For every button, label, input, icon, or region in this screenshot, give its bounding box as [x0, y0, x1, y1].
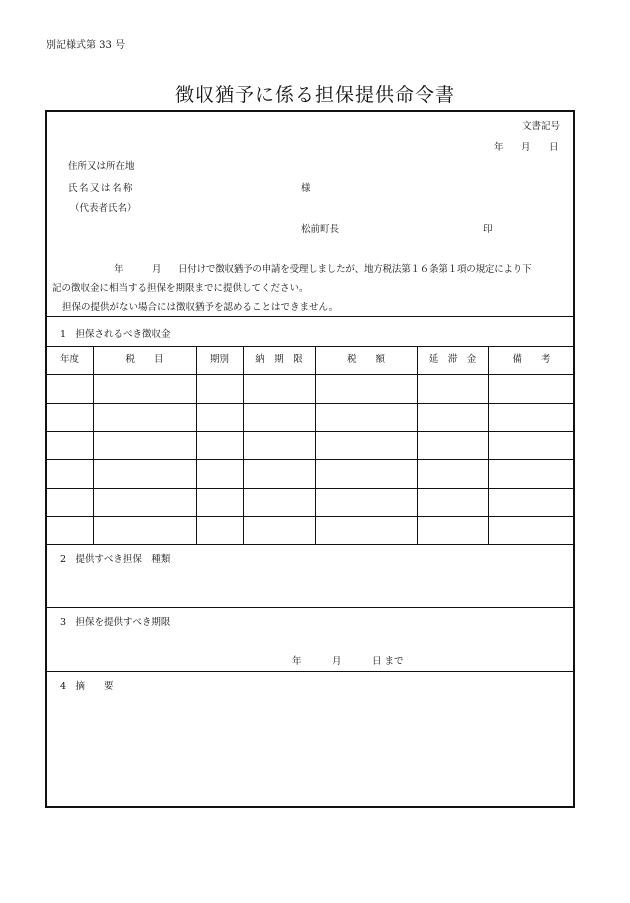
representative-label: （代表者氏名） — [70, 203, 137, 214]
table-row-border — [45, 488, 575, 489]
column-header-remarks: 備 考 — [512, 354, 551, 365]
table-column-divider — [196, 346, 197, 544]
table-row-border — [45, 431, 575, 432]
seal-mark: 印 — [483, 224, 493, 235]
name-label: 氏名又は名称 — [68, 183, 135, 194]
deadline-year: 年 — [292, 656, 302, 667]
divider-section-4 — [45, 671, 575, 672]
column-header-tax-amount: 税 額 — [346, 354, 385, 365]
divider-section-3 — [45, 607, 575, 608]
divider-section-2 — [45, 544, 575, 545]
body-year: 年 — [114, 264, 124, 275]
document-number-label: 文書記号 — [522, 121, 561, 132]
column-header-late-fee: 延 滞 金 — [428, 354, 477, 365]
table-column-divider — [93, 346, 94, 544]
column-header-tax-item: 税 目 — [125, 354, 164, 365]
section-1-label: 1 担保されるべき徴収金 — [60, 329, 171, 340]
column-header-fiscal-year: 年度 — [59, 354, 79, 365]
table-column-divider — [243, 346, 244, 544]
body-month: 月 — [152, 264, 162, 275]
document-title: 徴収猶予に係る担保提供命令書 — [174, 84, 455, 106]
body-line-1: 日付けで徴収猶予の申請を受理しましたが、地方税法第１６条第１項の規定により下 — [178, 264, 532, 275]
table-row-border — [45, 516, 575, 517]
address-label: 住所又は所在地 — [68, 161, 135, 172]
section-2-label: 2 提供すべき担保 種類 — [60, 554, 171, 565]
honorific: 様 — [301, 183, 311, 194]
body-line-2: 記の徴収金に相当する担保を期限までに提供してください。 — [52, 283, 309, 294]
section-4-label: 4 摘 要 — [60, 681, 114, 692]
issuer-name: 松前町長 — [301, 224, 340, 235]
body-line-3: 担保の提供がない場合には徴収猶予を認めることはできません。 — [62, 302, 339, 313]
table-column-divider — [417, 346, 418, 544]
table-row-border — [45, 459, 575, 460]
date-year-label: 年 — [494, 142, 504, 153]
form-number: 別記様式第 33 号 — [46, 40, 126, 51]
column-header-due-date: 納 期 限 — [255, 354, 303, 365]
date-month-label: 月 — [521, 142, 531, 153]
table-column-divider — [488, 346, 489, 544]
table-header-border — [45, 374, 575, 375]
divider-section-1 — [45, 316, 575, 317]
column-header-installment: 期別 — [209, 354, 229, 365]
deadline-month: 月 — [332, 656, 342, 667]
table-column-divider — [315, 346, 316, 544]
deadline-day-until: 日 まで — [372, 656, 404, 667]
date-day-label: 日 — [549, 142, 559, 153]
section-3-label: 3 担保を提供すべき期限 — [60, 617, 171, 628]
table-row-border — [45, 403, 575, 404]
